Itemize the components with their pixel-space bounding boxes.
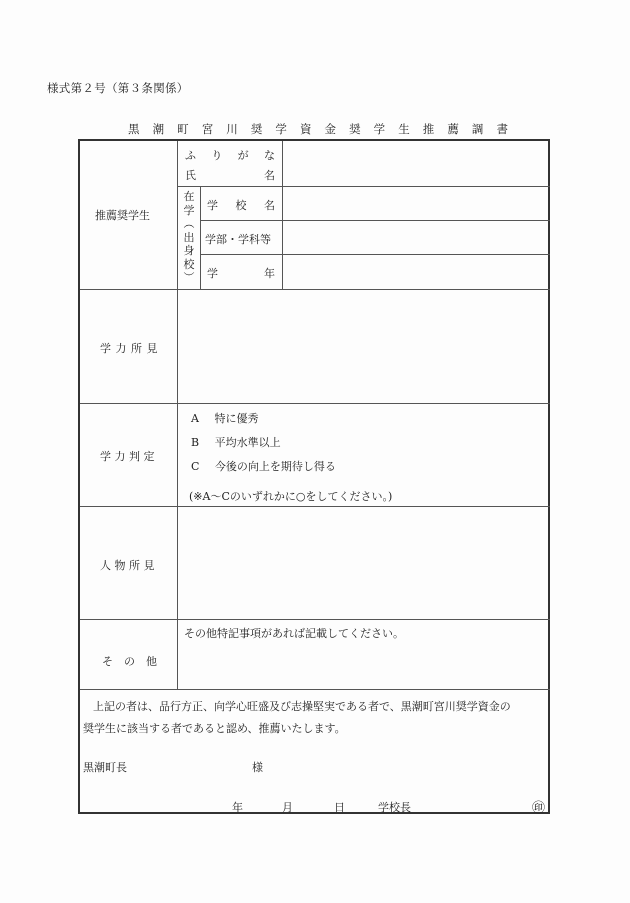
divider [177,141,178,689]
other-label: そ の 他 [102,655,157,668]
divider [80,689,550,690]
option-letter: A [191,412,199,425]
title-char: 奨 [349,122,361,136]
label-char: 身 [183,244,195,257]
divider [80,403,550,404]
label-char: 在 [183,190,195,203]
divider [200,186,201,289]
grade-field[interactable] [284,255,550,289]
title-char: 黒 [128,122,140,136]
label-char: 出 [183,230,195,244]
student-name-field[interactable] [284,163,550,186]
addressee-label: 黒潮町長 [83,761,127,774]
label-char: 年 [264,267,275,280]
judgment-option-c[interactable] [191,458,336,474]
document-title [128,121,508,137]
option-text: 今後の向上を期待し得る [214,460,336,473]
label-char: 校 [235,199,247,212]
title-char: 潮 [152,122,165,136]
title-char: 町 [177,122,189,136]
label-char: 学 [183,203,195,217]
title-char: 金 [324,122,336,136]
label-char: 学 [207,199,218,212]
academic-opinion-label: 学 力 所 見 [100,342,158,355]
recommendation-line-1: 上記の者は、品行方正、向学心旺盛及び志操堅実である者で、黒潮町宮川奨学資金の [82,700,511,713]
title-char: 推 [422,122,435,136]
label-char: 名 [264,169,275,182]
school-group-label [180,190,198,285]
year-field[interactable] [190,795,230,811]
academic-opinion-field[interactable] [179,290,550,403]
year-label: 年 [232,801,243,814]
judgment-note: (※A～Cのいずれかに○をしてください。) [189,490,393,503]
other-instruction: その他特記事項があれば記載してください。 [184,627,404,640]
recommendation-line-2: 奨学生に該当する者であると認め、推薦いたします。 [83,722,346,735]
month-field[interactable] [246,795,280,811]
principal-label: 学校長 [378,801,411,814]
option-text: 平均水準以上 [214,436,281,449]
label-char: 学 [207,267,218,280]
judgment-option-a[interactable] [191,410,258,426]
label-char: な [263,149,275,162]
title-char: 書 [496,122,508,136]
label-char: ふ [185,149,196,162]
title-char: 資 [299,122,312,136]
form-table [78,139,550,814]
grade-label [207,265,275,281]
form-number-label: 様式第２号（第３条関係） [47,81,189,95]
divider [80,619,550,620]
title-char: 奨 [250,122,263,136]
academic-judgment-label: 学 力 判 定 [100,450,155,463]
judgment-option-b[interactable] [191,434,281,450]
title-char: 薦 [447,122,459,136]
option-text: 特に優秀 [214,412,259,425]
faculty-label: 学部・学科等 [205,233,271,246]
title-char: 川 [226,122,238,136]
character-opinion-field[interactable] [179,507,550,619]
name-label [185,167,275,183]
title-char: 調 [471,122,484,136]
option-letter: B [191,436,200,449]
principal-name-field[interactable] [416,795,528,811]
label-char: り [211,149,223,162]
month-label: 月 [282,801,293,814]
title-char: 学 [373,122,386,136]
character-opinion-label: 人 物 所 見 [100,559,155,572]
label-char: 氏 [185,169,196,182]
school-name-field[interactable] [284,187,550,220]
title-char: 生 [398,122,410,136]
seal-icon: ㊞ [532,801,546,816]
title-char: 宮 [201,122,214,136]
student-section-label: 推薦奨学生 [95,209,150,222]
day-field[interactable] [298,795,332,811]
furigana-label [185,147,275,163]
furigana-field[interactable] [284,141,550,163]
option-letter: C [191,460,200,473]
faculty-field[interactable] [284,221,550,254]
day-label: 日 [334,801,345,814]
label-char: ︵ [183,217,195,230]
label-char: が [237,149,249,162]
title-char: 学 [275,122,287,136]
other-field[interactable] [179,641,550,689]
divider [282,141,283,289]
label-char: 名 [264,199,275,212]
school-name-label [207,197,275,213]
label-char: ︶ [183,271,195,284]
honorific-label: 様 [252,761,263,774]
label-char: 校 [183,257,195,271]
